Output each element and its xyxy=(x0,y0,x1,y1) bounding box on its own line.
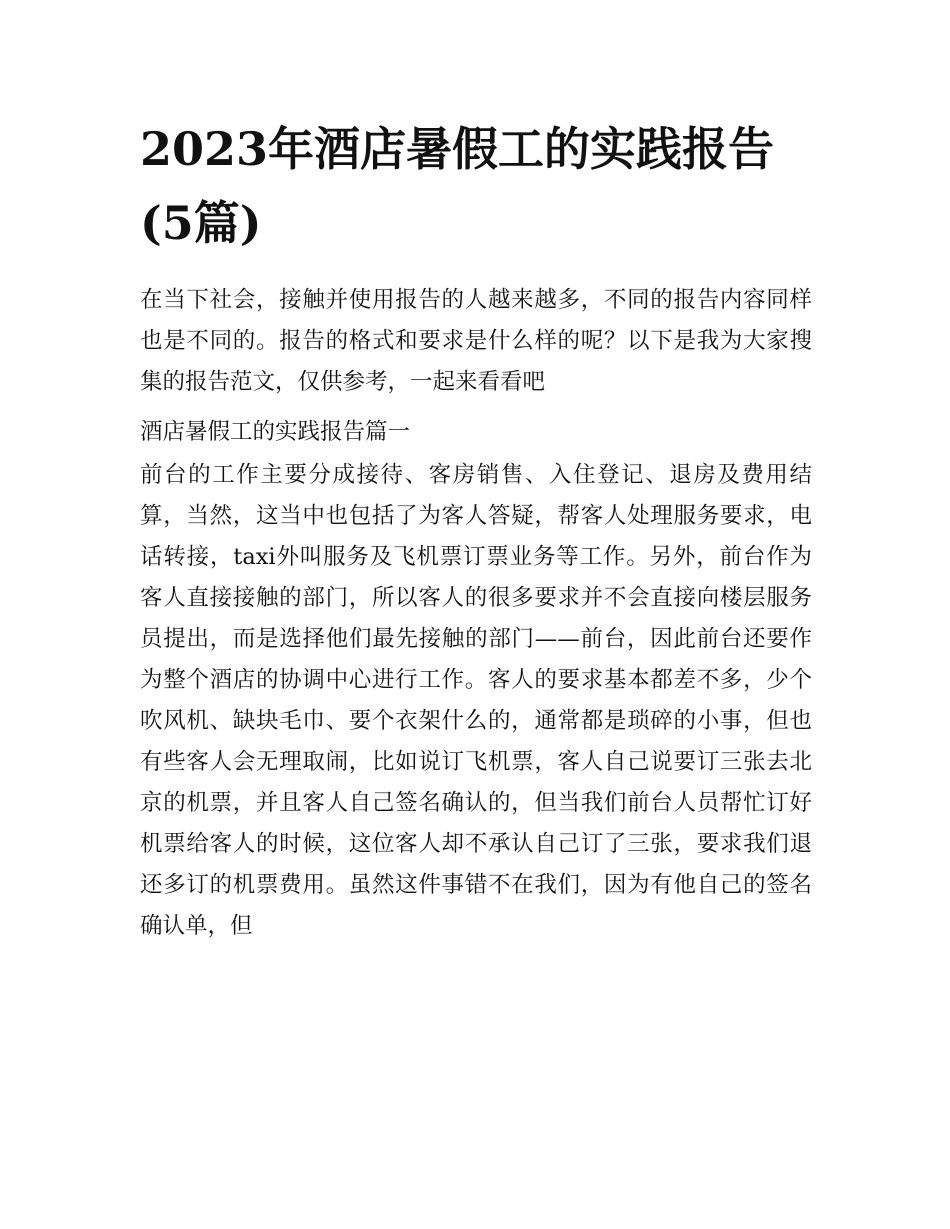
document-body xyxy=(140,280,812,947)
document-title: 2023年酒店暑假工的实践报告(5篇) xyxy=(140,122,775,250)
section-heading: 酒店暑假工的实践报告篇一 xyxy=(140,419,411,445)
intro-paragraph: 在当下社会，接触并使用报告的人越来越多，不同的报告内容同样也是不同的。报告的格式和要求是什么样的呢？以下是我为大家搜集的报告范文，仅供参考，一起来看看吧 xyxy=(140,287,812,395)
body-paragraph: 前台的工作主要分成接待、客房销售、入住登记、退房及费用结算，当然，这当中也包括了为客人答疑，帮客人处理服务要求，电话转接，taxi外叫服务及飞机票订票业务等工作。另外，前台作为客人直接接触的部门，所以客人的很多要求并不会直接向楼层服务员提出，而是选择他们最先接触的部门——前台，因此前台还要作为整个酒店的协调中心进行工作。客人的要求基本都差不多，少个吹风机、缺块毛巾、要个衣架什么的，通常都是琐碎的小事，但也有些客人会无理取闹，比如说订飞机票，客人自己说要订三张去北京的机票，并且客人自己签名确认的，但当我们前台人员帮忙订好机票给客人的时候，这位客人却不承认自己订了三张，要求我们退还多订的机票费用。虽然这件事错不在我们，因为有他自己的签名确认单，但 xyxy=(140,462,812,939)
